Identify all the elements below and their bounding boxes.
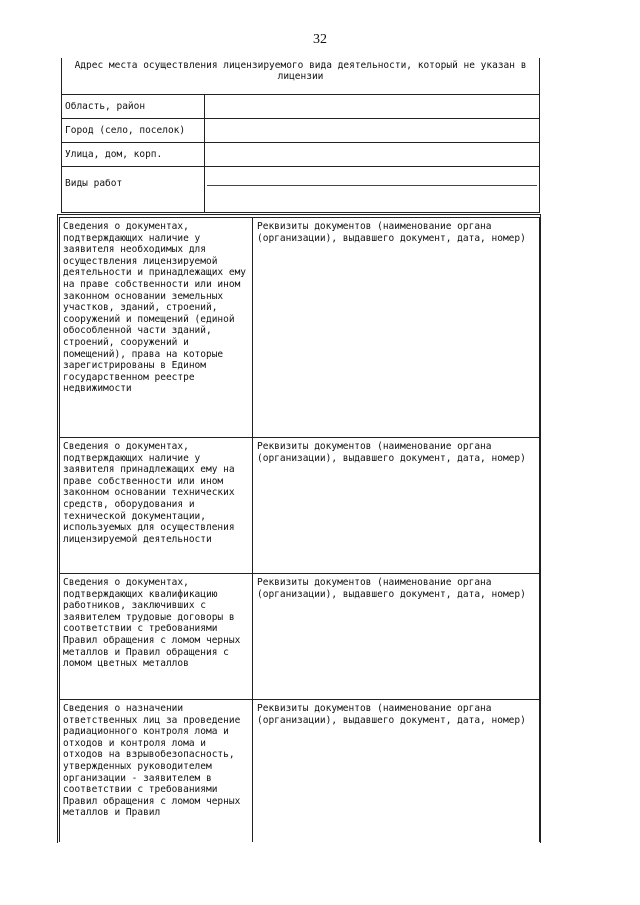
documents-row-label: Сведения о документах, подтверждающих наличие у заявителя необходимых для осуществления лицензируемой деятельности и принадлежащих ему на праве собственности или ином законном основании земельных участков, зданий, строений, сооружений и помещений (единой обособленной части зданий, строений, сооружений и помещений), права на которые зарегистрированы в Едином государственном реестре недвижимости: [60, 218, 253, 438]
street-label: Улица, дом, корп.: [62, 143, 205, 167]
documents-row-details[interactable]: Реквизиты документов (наименование органа (организации), выдавшего документ, дата, номер): [253, 700, 540, 842]
documents-row-details[interactable]: Реквизиты документов (наименование органа (организации), выдавшего документ, дата, номер): [253, 438, 540, 574]
documents-row-details[interactable]: Реквизиты документов (наименование органа (организации), выдавшего документ, дата, номер): [253, 218, 540, 438]
work-types-label: Виды работ: [62, 167, 205, 213]
documents-row-details[interactable]: Реквизиты документов (наименование органа (организации), выдавшего документ, дата, номер): [253, 574, 540, 700]
work-types-underline: [207, 185, 537, 186]
region-field[interactable]: [205, 95, 540, 119]
city-field[interactable]: [205, 119, 540, 143]
address-table: [61, 58, 540, 213]
city-label: Город (село, поселок): [62, 119, 205, 143]
page-number: 32: [313, 32, 327, 47]
street-field[interactable]: [205, 143, 540, 167]
address-table-header: Адрес места осуществления лицензируемого вида деятельности, который не указан в лицензии: [62, 58, 540, 95]
documents-row-label: Сведения о документах, подтверждающих наличие у заявителя принадлежащих ему на праве собственности или ином законном основании технических средств, оборудования и технической документации, используемых для осуществления лицензируемой деятельности: [60, 438, 253, 574]
documents-row-label: Сведения о документах, подтверждающих квалификацию работников, заключивших с заявителем трудовые договоры в соответствии с требованиями Правил обращения с ломом черных металлов и Правил обращения с ломом цветных металлов: [60, 574, 253, 700]
work-types-field[interactable]: [205, 167, 540, 213]
region-label: Область, район: [62, 95, 205, 119]
documents-row-label: Сведения о назначении ответственных лиц за проведение радиационного контроля лома и отходов и контроля лома и отходов на взрывобезопасность, утвержденных руководителем организации - заявителем в соответствии с требованиями Правил обращения с ломом черных металлов и Правил: [60, 700, 253, 842]
documents-table: [59, 217, 540, 842]
